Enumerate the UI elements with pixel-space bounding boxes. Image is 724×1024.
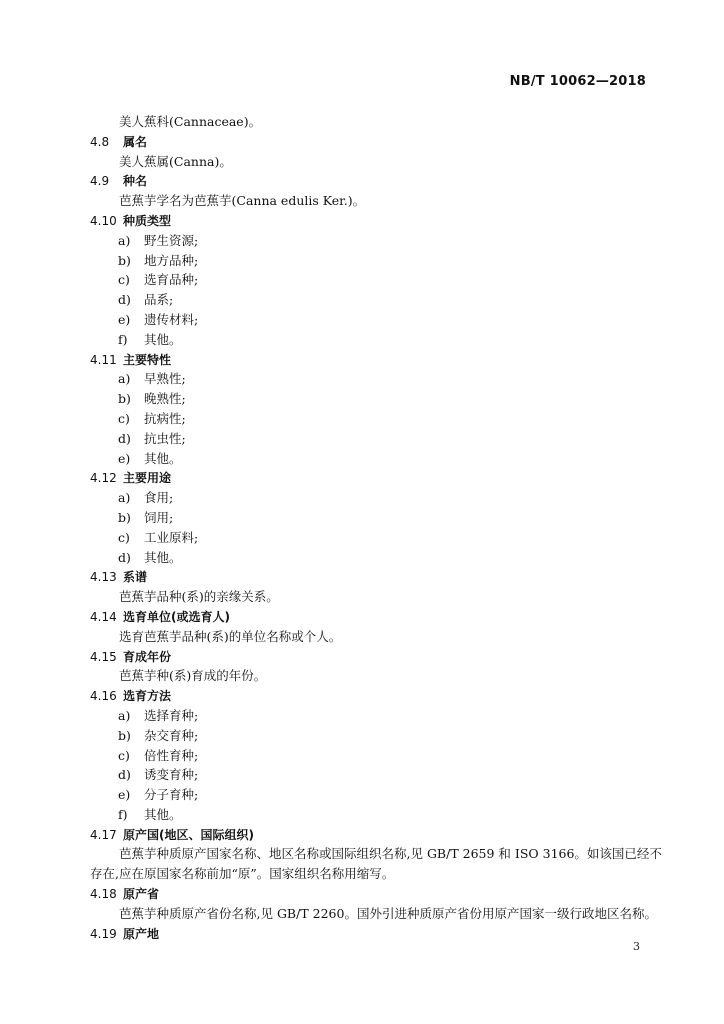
list-item-label: d) (118, 430, 131, 446)
section-title: 种质类型 (123, 213, 172, 228)
section-heading (90, 607, 662, 627)
list-item-text: 晚熟性; (144, 391, 186, 407)
list-item-text: 其他。 (144, 549, 182, 565)
list-item-label: f) (118, 806, 128, 822)
paragraph-text: 芭蕉芋种(系)育成的年份。 (119, 668, 267, 684)
list-item (90, 251, 662, 271)
paragraph-text: 芭蕉芋学名为芭蕉芋(Canna edulis Ker.)。 (119, 193, 366, 209)
list-item (90, 488, 662, 508)
list-item-label: c) (118, 410, 130, 426)
list-item (90, 310, 662, 330)
section-heading (90, 132, 662, 152)
list-item (90, 548, 662, 568)
list-item (90, 508, 662, 528)
list-item-text: 选育品种; (144, 272, 199, 288)
section-number: 4.19 (90, 926, 117, 941)
paragraph-text: 美人蕉科(Cannaceae)。 (119, 114, 262, 129)
section-title: 种名 (123, 174, 148, 189)
section-heading (90, 686, 662, 706)
list-item-text: 品系; (144, 292, 174, 308)
section-title: 选育方法 (123, 689, 172, 704)
paragraph-text: 选育芭蕉芋品种(系)的单位名称或个人。 (119, 628, 342, 644)
section-title: 原产省 (123, 887, 160, 902)
list-item (90, 231, 662, 251)
section-number: 4.16 (90, 689, 117, 704)
list-item-label: e) (118, 311, 131, 327)
list-item (90, 805, 662, 825)
section-number: 4.11 (90, 352, 117, 367)
section-title: 原产地 (123, 926, 160, 941)
list-item (90, 449, 662, 469)
list-item-label: d) (118, 767, 131, 783)
list-item-label: b) (118, 509, 131, 525)
list-item-text: 早熟性; (144, 371, 186, 387)
list-item-label: e) (118, 787, 131, 803)
section-number: 4.13 (90, 570, 117, 585)
section-heading (90, 171, 662, 191)
section-title: 属名 (123, 134, 148, 149)
list-item-text: 分子育种; (144, 787, 199, 803)
section-number: 4.10 (90, 213, 117, 228)
list-item (90, 746, 662, 766)
list-item-label: b) (118, 727, 131, 743)
list-item-label: c) (118, 747, 130, 763)
paragraph-continuation: 存在,应在原国家名称前加“原”。国家组织名称用缩写。 (90, 866, 395, 882)
section-number: 4.9 (90, 174, 110, 189)
paragraph-text: 芭蕉芋品种(系)的亲缘关系。 (119, 589, 279, 605)
list-item-text: 倍性育种; (144, 747, 199, 763)
list-item (90, 290, 662, 310)
section-heading (90, 825, 662, 845)
paragraph-text: 芭蕉芋种质原产省份名称,见 GB/T 2260。国外引进种质原产省份用原产国家一级行政地区名称。 (119, 905, 657, 921)
section-number: 4.18 (90, 887, 117, 902)
list-item-label: d) (118, 549, 131, 565)
list-item-text: 抗病性; (144, 410, 186, 426)
list-item-label: a) (118, 371, 131, 387)
list-item-label: d) (118, 292, 131, 308)
section-title: 育成年份 (123, 649, 172, 664)
section-number: 4.14 (90, 609, 117, 624)
list-item-text: 地方品种; (144, 252, 199, 268)
list-item-label: c) (118, 272, 130, 288)
list-item (90, 706, 662, 726)
list-item-label: a) (118, 232, 131, 248)
section-heading (90, 567, 662, 587)
paragraph-text: 芭蕉芋种质原产国家名称、地区名称或国际组织名称,见 GB/T 2659 和 ISO 3166。如该国已经不 (119, 846, 662, 862)
list-item (90, 785, 662, 805)
section-title: 原产国(地区、国际组织) (123, 827, 254, 842)
list-item-text: 选择育种; (144, 707, 199, 723)
standard-number-header: NB/T 10062—2018 (509, 74, 646, 89)
list-item (90, 429, 662, 449)
section-number: 4.17 (90, 827, 117, 842)
list-item-text: 野生资源; (144, 232, 199, 248)
section-number: 4.15 (90, 649, 117, 664)
list-item (90, 389, 662, 409)
list-item-text: 其他。 (144, 331, 182, 347)
list-item-text: 杂交育种; (144, 727, 199, 743)
list-item (90, 726, 662, 746)
list-item-label: b) (118, 252, 131, 268)
list-item (90, 330, 662, 350)
list-item-label: b) (118, 391, 131, 407)
section-title: 系谱 (123, 570, 148, 585)
list-item-text: 其他。 (144, 806, 182, 822)
section-heading (90, 924, 662, 944)
section-title: 主要用途 (123, 471, 172, 486)
list-item (90, 765, 662, 785)
list-item (90, 528, 662, 548)
list-item-text: 工业原料; (144, 529, 199, 545)
section-number: 4.8 (90, 134, 110, 149)
section-heading (90, 647, 662, 667)
list-item-label: c) (118, 529, 130, 545)
list-item-label: e) (118, 450, 131, 466)
list-item-text: 抗虫性; (144, 430, 186, 446)
section-title: 主要特性 (123, 352, 172, 367)
list-item-label: f) (118, 331, 128, 347)
list-item-text: 食用; (144, 490, 174, 506)
list-item-text: 饲用; (144, 509, 174, 525)
paragraph-text: 美人蕉属(Canna)。 (119, 153, 232, 169)
section-heading (90, 350, 662, 370)
list-item (90, 409, 662, 429)
list-item-text: 其他。 (144, 450, 182, 466)
list-item-text: 遗传材料; (144, 311, 199, 327)
section-heading (90, 468, 662, 488)
section-title: 选育单位(或选育人) (123, 609, 230, 624)
list-item (90, 270, 662, 290)
page-number: 3 (633, 940, 640, 953)
list-item-text: 诱变育种; (144, 767, 199, 783)
list-item-label: a) (118, 707, 131, 723)
section-heading (90, 884, 662, 904)
list-item (90, 369, 662, 389)
document-body (90, 112, 662, 943)
section-number: 4.12 (90, 471, 117, 486)
list-item-label: a) (118, 490, 131, 506)
section-heading (90, 211, 662, 231)
